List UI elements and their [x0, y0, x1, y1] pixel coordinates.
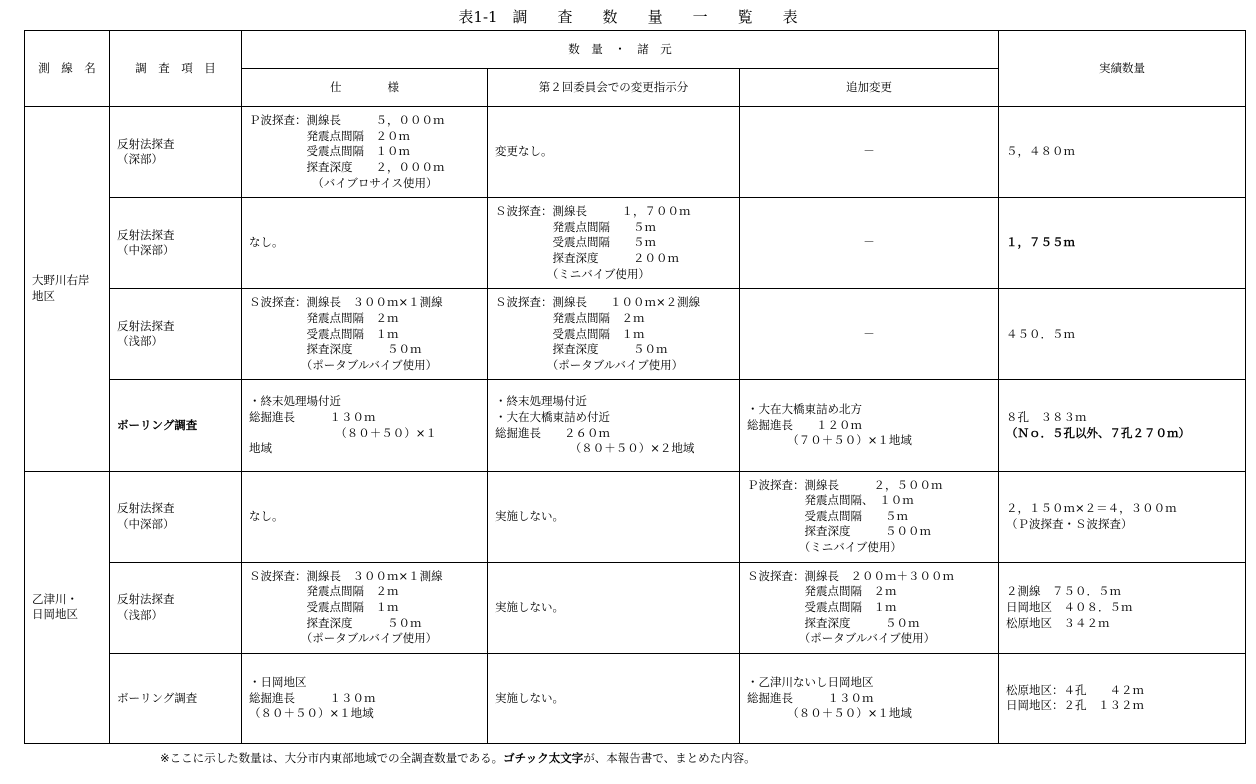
- spec-cell: なし。: [242, 471, 488, 562]
- footnote-bold: ゴチック太文字: [503, 751, 584, 765]
- survey-quantity-table: [24, 30, 1246, 744]
- added-cell: ・大在大橋東詰め北方 総掘進長 １２０ｍ （７０＋５０）×１地域: [740, 380, 999, 471]
- item-cell: ボーリング調査: [110, 653, 242, 743]
- change2-cell: 実施しない。: [488, 653, 740, 743]
- change2-cell: 実施しない。: [488, 562, 740, 653]
- added-cell: ・乙津川ないし日岡地区 総掘進長 １３０ｍ （８０＋５０）×１地域: [740, 653, 999, 743]
- area-cell: 大野川右岸 地区: [25, 107, 110, 472]
- spec-cell: Ｓ波探査：測線長 ３００ｍ×１測線 発震点間隔 ２ｍ 受震点間隔 １ｍ 探査深度 ５０ｍ （ポータブルバイブ使用）: [242, 289, 488, 380]
- added-cell: －: [740, 289, 999, 380]
- actual-cell: 松原地区：４孔 ４２ｍ 日岡地区：２孔 １３２ｍ: [999, 653, 1246, 743]
- table-row: [25, 107, 1246, 198]
- table-row: [25, 562, 1246, 653]
- actual-cell: １，７５５ｍ: [999, 198, 1246, 289]
- item-cell: ボーリング調査: [110, 380, 242, 471]
- table-row: [25, 653, 1246, 743]
- header-item: 調 査 項 目: [110, 31, 242, 107]
- spec-cell: ・終末処理場付近 総掘進長 １３０ｍ （８０＋５０）×１ 地域: [242, 380, 488, 471]
- change2-cell: Ｓ波探査：測線長 １，７００ｍ 発震点間隔 ５ｍ 受震点間隔 ５ｍ 探査深度 ２００ｍ （ミニバイブ使用）: [488, 198, 740, 289]
- footnote: [160, 750, 756, 766]
- change2-cell: Ｓ波探査：測線長 １００ｍ×２測線 発震点間隔 ２ｍ 受震点間隔 １ｍ 探査深度 ５０ｍ （ポータブルバイブ使用）: [488, 289, 740, 380]
- area-cell: 乙津川・ 日岡地区: [25, 471, 110, 743]
- footnote-suffix: が、本報告書で、まとめた内容。: [583, 751, 756, 765]
- table-row: [25, 471, 1246, 562]
- added-cell: －: [740, 107, 999, 198]
- spec-cell: ・日岡地区 総掘進長 １３０ｍ （８０＋５０）×１地域: [242, 653, 488, 743]
- change2-cell: ・終末処理場付近 ・大在大橋東詰め付近 総掘進長 ２６０ｍ （８０＋５０）×２地域: [488, 380, 740, 471]
- added-cell: Ｐ波探査：測線長 ２，５００ｍ 発震点間隔、 １０ｍ 受震点間隔 ５ｍ 探査深度 ５００ｍ （ミニバイブ使用）: [740, 471, 999, 562]
- actual-note: （Ｎｏ．５孔以外、７孔２７０ｍ）: [1006, 425, 1190, 440]
- actual-cell: ４５０．５ｍ: [999, 289, 1246, 380]
- table-row: [25, 198, 1246, 289]
- actual-cell: [999, 380, 1246, 471]
- table-row: [25, 289, 1246, 380]
- change2-cell: 変更なし。: [488, 107, 740, 198]
- table-title: 表1-1 調 査 数 量 一 覧 表: [458, 8, 798, 26]
- header-actual: 実績数量: [999, 31, 1246, 107]
- spec-cell: Ｐ波探査：測線長 ５，０００ｍ 発震点間隔 ２０ｍ 受震点間隔 １０ｍ 探査深度 ２，０００ｍ （バイブロサイス使用）: [242, 107, 488, 198]
- actual-cell: ５，４８０ｍ: [999, 107, 1246, 198]
- item-cell: 反射法探査 （浅部）: [110, 562, 242, 653]
- change2-cell: 実施しない。: [488, 471, 740, 562]
- header-spec: 仕 様: [242, 69, 488, 107]
- added-cell: －: [740, 198, 999, 289]
- footnote-prefix: ※ここに示した数量は、大分市内東部地域での全調査数量である。: [160, 751, 504, 765]
- header-row-1: [25, 31, 1246, 69]
- item-cell: 反射法探査 （深部）: [110, 107, 242, 198]
- actual-text: ８孔 ３８３ｍ: [1006, 409, 1087, 424]
- actual-cell: ２，１５０ｍ×２＝４，３００ｍ （Ｐ波探査・Ｓ波探査）: [999, 471, 1246, 562]
- header-added: 追加変更: [740, 69, 999, 107]
- item-cell: 反射法探査 （浅部）: [110, 289, 242, 380]
- header-spec-group: 数 量 ・ 諸 元: [242, 31, 999, 69]
- spec-cell: なし。: [242, 198, 488, 289]
- spec-cell: Ｓ波探査：測線長 ３００ｍ×１測線 発震点間隔 ２ｍ 受震点間隔 １ｍ 探査深度 ５０ｍ （ポータブルバイブ使用）: [242, 562, 488, 653]
- item-cell: 反射法探査 （中深部）: [110, 471, 242, 562]
- table-row: [25, 380, 1246, 471]
- header-change2: 第２回委員会での変更指示分: [488, 69, 740, 107]
- header-line-name: 測 線 名: [25, 31, 110, 107]
- actual-cell: ２測線 ７５０．５ｍ 日岡地区 ４０８．５ｍ 松原地区 ３４２ｍ: [999, 562, 1246, 653]
- added-cell: Ｓ波探査：測線長 ２００ｍ＋３００ｍ 発震点間隔 ２ｍ 受震点間隔 １ｍ 探査深度 ５０ｍ （ポータブルバイブ使用）: [740, 562, 999, 653]
- item-cell: 反射法探査 （中深部）: [110, 198, 242, 289]
